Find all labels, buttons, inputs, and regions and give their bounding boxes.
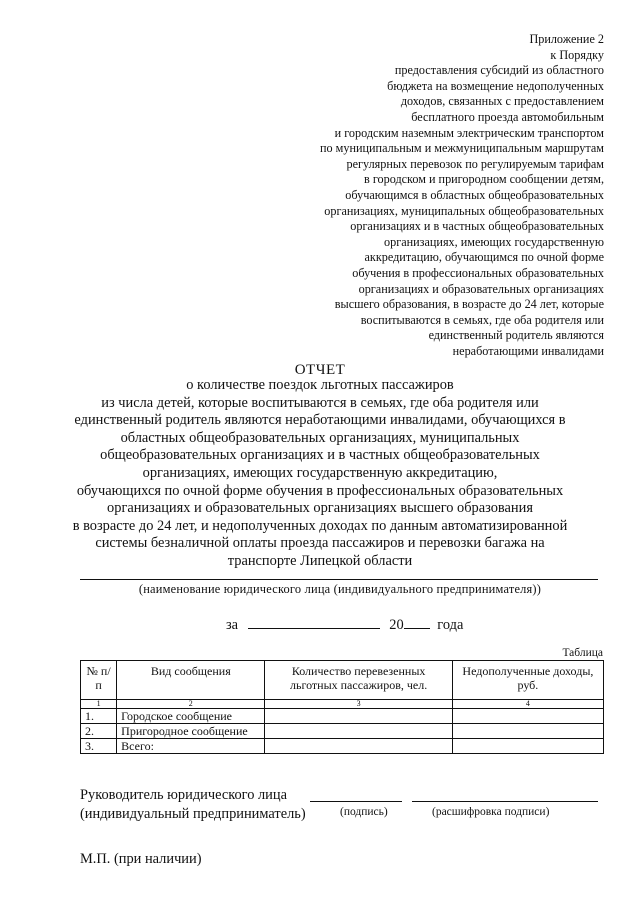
- report-table: [80, 660, 604, 754]
- reporting-period: [226, 614, 463, 634]
- annex-line: доходов, связанных с предоставлением: [400, 94, 604, 109]
- report-description-line: из числа детей, которые воспитываются в семьях, где оба родителя или: [101, 394, 539, 411]
- column-number-row: [81, 700, 604, 709]
- row-passengers-cell[interactable]: [265, 724, 452, 739]
- report-description-line: обучающихся по очной форме обучения в профессиональных образовательных: [76, 482, 564, 499]
- report-description-line: организациях, имеющих государственную аккредитацию,: [142, 464, 498, 481]
- report-description-line: организациях и образовательных организациях высшего образования: [107, 500, 533, 517]
- period-blank: [248, 614, 380, 629]
- annex-line: неработающими инвалидами: [452, 343, 604, 358]
- report-description-line: общеобразовательных организациях и в частных общеобразовательных: [100, 447, 540, 464]
- header-number: № п/п: [81, 661, 117, 700]
- column-number: 4: [452, 700, 603, 709]
- signature-title-line1: Руководитель юридического лица: [80, 787, 287, 803]
- row-income-cell[interactable]: [452, 709, 603, 724]
- row-route-type: Городское сообщение: [117, 709, 265, 724]
- report-description-line: транспорте Липецкой области: [227, 552, 413, 569]
- table-row: [81, 739, 604, 754]
- seal-note: М.П. (при наличии): [80, 851, 202, 867]
- table-row: [81, 724, 604, 739]
- annex-line: организациях и в частных общеобразовательных: [350, 219, 604, 234]
- entity-name-line: [80, 579, 598, 580]
- annex-block: [264, 32, 604, 359]
- report-description-line: в возрасте до 24 лет, и недополученных доходах по данным автоматизированной: [72, 517, 568, 534]
- annex-line: бюджета на возмещение недополученных: [387, 78, 604, 93]
- row-passengers-cell[interactable]: [265, 739, 452, 754]
- report-description-line: о количестве поездок льготных пассажиров: [186, 377, 454, 393]
- row-income-cell[interactable]: [452, 739, 603, 754]
- period-suffix: года: [437, 617, 464, 633]
- header-income: Недополученные доходы, руб.: [452, 661, 603, 700]
- annex-line: бесплатного проезда автомобильным: [411, 109, 604, 124]
- report-description-line: единственный родитель являются неработающими инвалидами, обучающихся в: [74, 412, 566, 429]
- signature-decoding-caption: (расшифровка подписи): [432, 806, 550, 818]
- annex-line: по муниципальным и межмуниципальным маршрутам: [319, 141, 604, 156]
- column-number: 1: [81, 700, 117, 709]
- row-number: 3.: [81, 739, 117, 754]
- period-year-blank: [404, 614, 430, 629]
- table-row: [81, 709, 604, 724]
- annex-line: высшего образования, в возрасте до 24 лет, которые: [334, 297, 604, 312]
- annex-line: аккредитацию, обучающимся по очной форме: [364, 250, 604, 265]
- report-description: [40, 377, 600, 571]
- annex-line: и городским наземным электрическим транспортом: [334, 125, 604, 140]
- annex-line: обучения в профессиональных образовательных: [352, 265, 604, 280]
- annex-line: предоставления субсидий из областного: [394, 63, 604, 78]
- report-description-line: системы безналичной оплаты проезда пассажиров и перевозки багажа на: [95, 535, 545, 552]
- column-number: 3: [265, 700, 452, 709]
- annex-line: обучающимся в областных общеобразовательных: [345, 187, 604, 202]
- report-description-line: областных общеобразовательных организациях, муниципальных: [120, 429, 520, 446]
- header-passengers: Количество перевезенных льготных пассажиров, чел.: [265, 661, 452, 700]
- annex-line: в городском и пригородном сообщении детям,: [364, 172, 604, 187]
- signature-title-line2: (индивидуальный предприниматель): [80, 806, 306, 822]
- row-number: 1.: [81, 709, 117, 724]
- row-passengers-cell[interactable]: [265, 709, 452, 724]
- header-route-type: Вид сообщения: [117, 661, 265, 700]
- signature-caption: (подпись): [340, 806, 388, 818]
- row-route-type: Пригородное сообщение: [117, 724, 265, 739]
- column-number: 2: [117, 700, 265, 709]
- signature-decoding-blank: [412, 801, 598, 802]
- table-caption: Таблица: [562, 647, 603, 659]
- annex-line: организациях и образовательных организациях: [358, 281, 604, 296]
- annex-line: организациях, муниципальных общеобразовательных: [324, 203, 604, 218]
- report-title: ОТЧЕТ: [294, 362, 346, 378]
- row-number: 2.: [81, 724, 117, 739]
- row-route-type: Всего:: [117, 739, 265, 754]
- annex-line: Приложение 2: [529, 32, 604, 46]
- annex-line: организациях, имеющих государственную: [384, 234, 604, 249]
- annex-line: к Порядку: [550, 47, 604, 62]
- period-year-prefix: 20: [389, 617, 404, 633]
- period-prefix: за: [226, 617, 239, 633]
- table-header-row: [81, 661, 604, 700]
- row-income-cell[interactable]: [452, 724, 603, 739]
- annex-line: единственный родитель являются: [428, 328, 604, 343]
- entity-name-caption: (наименование юридического лица (индивидуального предпринимателя)): [138, 582, 542, 596]
- annex-line: регулярных перевозок по регулируемым тарифам: [346, 156, 604, 171]
- annex-line: воспитываются в семьях, где оба родителя или: [360, 312, 604, 327]
- signature-blank: [310, 801, 402, 802]
